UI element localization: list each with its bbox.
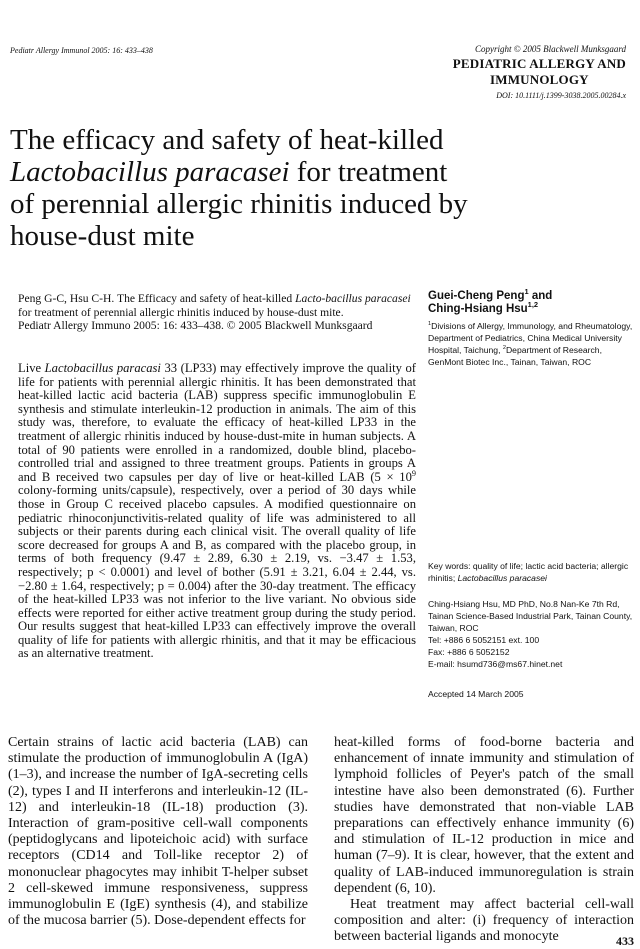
abstract-part1: Live (18, 361, 45, 375)
body-col2-paragraph1: heat-killed forms of food-borne bacteria and enhancement of innate immunity and stimulation of lymphoid follicles of Peyer's patch of the small intestine have also been demonstrated (6). Further studies have demonstrated that non-viable LAB preparations can effectively enhance immunity (6) and stimulation of IL-12 production in mice and human (7–9). It is clear, however, that the extent and quality of LAB-induced immunoregulation is strain dependent (6, 10). (334, 735, 634, 896)
abstract (18, 362, 416, 661)
citation-italic: Lacto-bacillus paracasei (295, 292, 411, 305)
accepted-date: Accepted 14 March 2005 (428, 689, 524, 699)
affil-sup2: 2 (502, 345, 506, 352)
journal-name-line1: PEDIATRIC ALLERGY AND (452, 56, 626, 71)
title-part3: for treatment (289, 156, 448, 188)
address-line: Ching-Hsiang Hsu, MD PhD, No.8 Nan-Ke 7th Rd, Tainan Science-Based Industrial Park, Tainan County, Taiwan, ROC (428, 599, 633, 633)
citation-line2: Pediatr Allergy Immuno 2005: 16: 433–438. © 2005 Blackwell Munksgaard (18, 319, 373, 332)
author-1-sup: 1 (524, 287, 529, 297)
body-column-1 (8, 735, 308, 929)
abstract-part3: colony-forming units/capsule), respectively, over a period of 30 days while those in Group C received placebo capsules. A modified questionnaire on pediatric rhinoconjunctivitis-related quality of life was administered to all subjects or their parents during each clinical visit. The overall quality of life score decreased for groups A and B, as compared with the placebo group, in terms of both frequency (9.47 ± 2.89, 6.30 ± 2.19, vs. −3.47 ± 1.53, respectively; p < 0.0001) and level of bother (5.91 ± 3.21, 6.04 ± 2.44, vs. −2.80 ± 1.64, respectively; p = 0.004) after the 30-day treatment. The efficacy of the heat-killed LP33 was not inferior to the live variant. No obvious side effects were reported for either active treatment group during the study period. Our results suggest that heat-killed LP33 can effectively improve the overall quality of life for patients with allergic rhinitis, and that it may be efficacious as an alternative treatment. (18, 483, 416, 661)
address-tel: Tel: +886 6 5052151 ext. 100 (428, 635, 540, 645)
author-2-sup: 1,2 (527, 300, 539, 310)
authors (428, 287, 633, 316)
title-part1: The efficacy and safety of heat-killed (10, 124, 444, 156)
page-number: 433 (616, 934, 634, 948)
abstract-sup: 9 (411, 468, 416, 478)
keywords (428, 560, 633, 584)
copyright-line: Copyright © 2005 Blackwell Munksgaard (475, 44, 626, 54)
title-species: Lactobacillus paracasei (10, 156, 290, 188)
abstract-part2: 33 (LP33) may effectively improve the quality of life for patients with perennial allergic rhinitis. It has been demonstrated that heat-killed lactic acid bacteria (LAB) suppress specific immunoglobulin E synthesis and stimulate interleukin-12 production in animals. The aim of this study was, therefore, to evaluate the efficacy of heat-killed LP33 in the treatment of allergic rhinitis induced by house-dust-mite in human subjects. A total of 90 patients were enrolled in a randomized, double blind, placebo-controlled trial and assigned to three treatment groups. Patients in groups A and B received two capsules per day of live or heat-killed LAB (5 × 10 (18, 361, 416, 484)
address-fax: Fax: +886 6 5052152 (428, 647, 510, 657)
title-part5: house-dust mite (10, 220, 195, 252)
correspondence-address (428, 598, 633, 670)
citation-text1: Peng G-C, Hsu C-H. The Efficacy and safety of heat-killed (18, 292, 296, 305)
body-col2-paragraph2: Heat treatment may affect bacterial cell-wall composition and alter: (i) frequency of interaction between bacterial ligands and monocyte (334, 897, 634, 945)
body-column-2 (334, 735, 634, 946)
doi: DOI: 10.1111/j.1399-3038.2005.00284.x (496, 91, 626, 100)
article-citation (18, 292, 413, 333)
author-1: Guei-Cheng Peng (428, 290, 525, 302)
citation-text2: for treatment of perennial allergic rhinitis induced by house-dust mite. (18, 305, 344, 319)
affil-text2: Department of Research, GenMont Biotec Inc., Tainan, Taiwan, ROC (428, 345, 602, 367)
title-part4: of perennial allergic rhinitis induced by (10, 188, 468, 220)
keywords-italic: Lactobacillus paracasei (457, 573, 547, 583)
author-2: Ching-Hsiang Hsu (428, 303, 528, 315)
article-title (10, 124, 630, 252)
journal-header (453, 44, 626, 100)
abstract-italic: Lactobacillus paracasi (44, 361, 161, 375)
affiliations (428, 320, 633, 368)
journal-name-line2: IMMUNOLOGY (489, 72, 589, 87)
affil-text1: Divisions of Allergy, Immunology, and Rheumatology, Department of Pediatrics, China Medical University Hospital, Taichung, (428, 321, 633, 355)
address-email[interactable]: E-mail: hsumd736@ms67.hinet.net (428, 659, 563, 669)
body-col1-paragraph: Certain strains of lactic acid bacteria (LAB) can stimulate the production of immunoglobulin A (IgA) (1–3), and increase the number of IgA-secreting cells (2), types I and II interferons and interleukin-12 (IL-12) and interleukin-18 (IL-18) production (3). Interaction of gram-positive cell-wall components (peptidoglycans and lipoteichoic acid) with surface receptors (CD14 and Toll-like receptor 2) of mononuclear phagocytes may inhibit T-helper subset 2 cell-skewed immune responsiveness, suppress immunoglobulin E (IgE) synthesis (4), and stabilize of the mucosa barrier (5). Dose-dependent effects for (8, 735, 308, 929)
keywords-text: Key words: quality of life; lactic acid bacteria; allergic rhinitis; (428, 561, 629, 583)
running-citation: Pediatr Allergy Immunol 2005: 16: 433–438 (10, 46, 153, 55)
author-and: and (528, 290, 553, 302)
journal-name (453, 56, 626, 88)
affil-sup1: 1 (428, 321, 432, 328)
